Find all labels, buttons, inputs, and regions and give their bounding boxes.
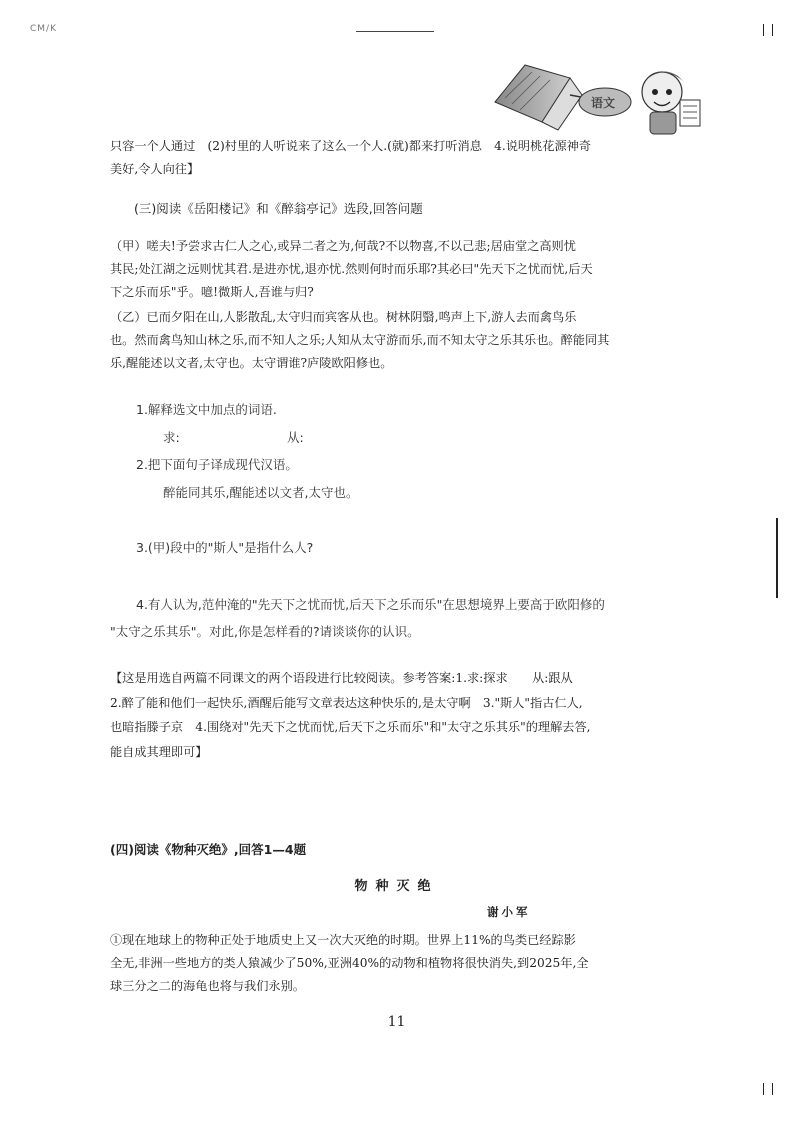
previous-answer-line: 美好,令人向往】 — [110, 162, 200, 176]
question-4-line: 4.有人认为,范仲淹的"先天下之忧而忧,后天下之乐而乐"在思想境界上要高于欧阳修的 — [136, 597, 605, 612]
question-3: 3.(甲)段中的"斯人"是指什么人? — [136, 540, 314, 555]
blank-qiu: 求: — [163, 430, 180, 445]
passage-line: （乙）已而夕阳在山,人影散乱,太守归而宾客从也。树林阴翳,鸣声上下,游人去而禽鸟乐 — [110, 310, 577, 324]
previous-answer-line: 只容一个人通过 (2)村里的人听说来了这么一个人.(就)都来打听消息 4.说明桃花源神奇 — [110, 139, 592, 153]
blank-cong: 从: — [286, 430, 304, 445]
answer-line: 能自成其理即可】 — [110, 744, 208, 759]
article-line: ①现在地球上的物种正处于地质史上又一次大灭绝的时期。世界上11%的鸟类已经踪影 — [110, 933, 576, 947]
article-paragraph-1 — [110, 929, 700, 998]
binding-rule — [776, 518, 778, 598]
question-2: 2.把下面句子译成现代汉语。 — [136, 457, 298, 472]
passage-yi — [110, 306, 700, 375]
question-2-sentence: 醉能同其乐,醒能述以文者,太守也。 — [163, 485, 359, 500]
page-number: 11 — [387, 1014, 406, 1030]
article-title: 物种灭绝 — [354, 879, 439, 894]
question-4-line: "太守之乐其乐"。对此,你是怎样看的?请谈谈你的认识。 — [110, 624, 420, 639]
question-4 — [110, 591, 700, 645]
question-1-blanks — [163, 428, 304, 446]
article-line: 全无,非洲一些地方的类人猿减少了50%,亚洲40%的动物和植物将很快消失,到2025年,全 — [110, 956, 589, 970]
answer-line: 【这是用选自两篇不同课文的两个语段进行比较阅读。参考答案:1.求:探求 从:跟从 — [110, 671, 573, 685]
article-line: 球三分之二的海龟也将与我们永别。 — [110, 979, 305, 993]
answer-line: 也暗指滕子京 4.围绕对"先天下之忧而忧,后天下之乐而乐"和"太守之乐其乐"的理解去答, — [110, 720, 591, 734]
section-heading: (四)阅读《物种灭绝》,回答1—4题 — [110, 842, 307, 857]
subject-badge — [470, 60, 710, 140]
section3-answer — [110, 666, 700, 764]
crop-mark-bottom-2 — [772, 1083, 773, 1095]
passage-line: 乐,醒能述以文者,太守也。太守谓谁?庐陵欧阳修也。 — [110, 356, 393, 370]
passage-line: （甲）嗟夫!予尝求古仁人之心,或异二者之为,何哉?不以物喜,不以己悲;居庙堂之高则忧 — [110, 239, 576, 253]
book-cartoon-icon — [470, 60, 710, 140]
answer-line: 2.醉了能和他们一起快乐,酒醒后能写文章表达这种快乐的,是太守啊 3."斯人"指古仁人, — [110, 695, 583, 710]
print-tag: CM/K — [30, 24, 57, 34]
passage-jia — [110, 235, 700, 304]
top-rule — [356, 31, 434, 32]
article-author: 谢小军 — [487, 905, 531, 919]
passage-line: 也。然而禽鸟知山林之乐,而不知人之乐;人知从太守游而乐,而不知太守之乐其乐也。醉能同其 — [110, 333, 610, 347]
passage-line: 下之乐而乐"乎。噫!微斯人,吾谁与归? — [110, 285, 314, 299]
crop-mark-bottom-1 — [763, 1083, 764, 1095]
question-1: 1.解释选文中加点的词语. — [136, 402, 277, 417]
section-heading: (三)阅读《岳阳楼记》和《醉翁亭记》选段,回答问题 — [134, 201, 423, 216]
badge-label: 语文 — [591, 96, 616, 110]
passage-line: 其民;处江湖之远则忧其君.是进亦忧,退亦忧.然则何时而乐耶?其必曰"先天下之忧而忧,后天 — [110, 262, 593, 276]
crop-mark-top-2 — [772, 24, 773, 36]
previous-answer — [110, 135, 700, 181]
crop-mark-top-1 — [763, 24, 764, 36]
